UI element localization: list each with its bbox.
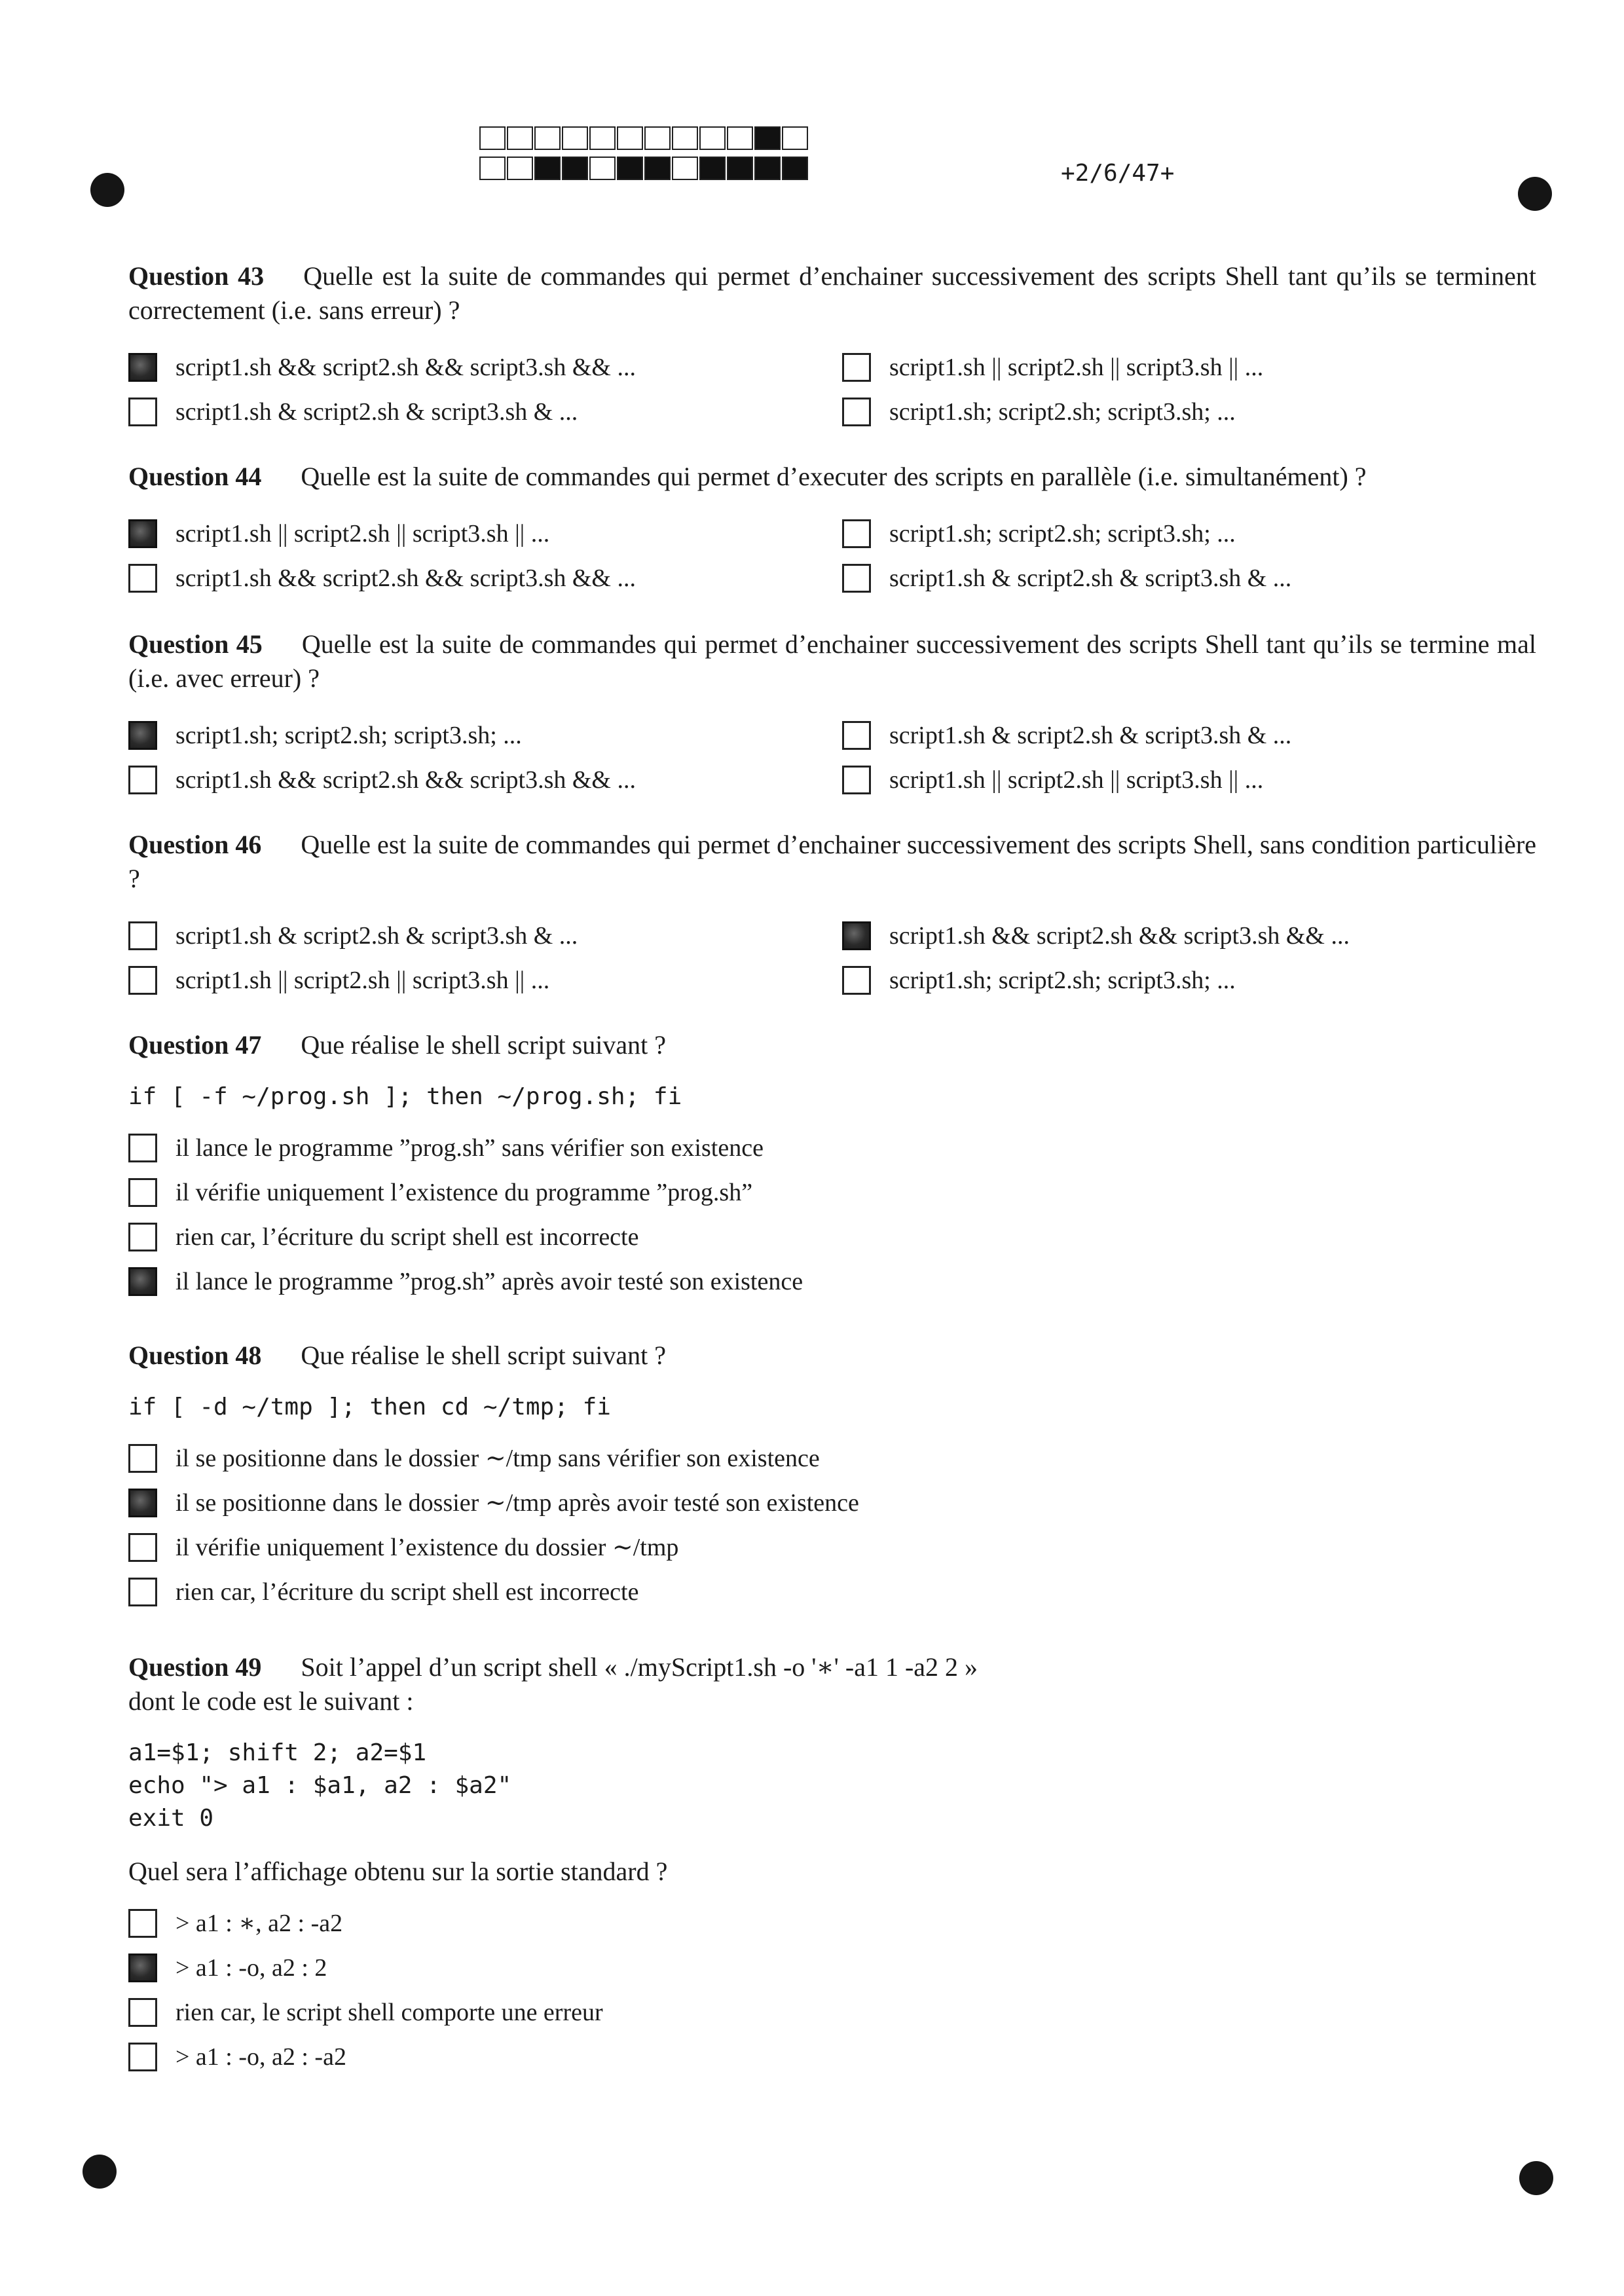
question-text: Que réalise le shell script suivant ? [301, 1341, 666, 1370]
answer-option[interactable] [842, 918, 1536, 954]
answer-option[interactable] [128, 718, 842, 753]
checkbox[interactable] [128, 1444, 157, 1473]
barcode-row-2 [479, 157, 809, 181]
answer-option[interactable] [128, 963, 842, 998]
answer-text: script1.sh && script2.sh && script3.sh && ... [175, 766, 636, 794]
page-id: +2/6/47+ [1061, 160, 1175, 187]
checkbox[interactable] [842, 721, 871, 750]
checkbox[interactable] [128, 1533, 157, 1562]
answer-options [128, 1441, 1536, 1610]
answer-option[interactable] [128, 1530, 1536, 1565]
question-text: Que réalise le shell script suivant ? [301, 1030, 666, 1060]
checkbox[interactable] [842, 564, 871, 593]
question-text: Quelle est la suite de commandes qui permet d’executer des scripts en parallèle (i.e. simultanément) ? [301, 462, 1367, 491]
checkbox[interactable] [128, 398, 157, 426]
answer-text: script1.sh && script2.sh && script3.sh && ... [889, 922, 1350, 950]
question-46 [128, 828, 1536, 998]
answer-text: > a1 : -o, a2 : 2 [175, 1954, 327, 1982]
question-header [128, 1028, 1536, 1062]
answer-option[interactable] [128, 1906, 1536, 1941]
checkbox[interactable] [842, 353, 871, 382]
code-snippet: a1=$1; shift 2; a2=$1 echo "> a1 : $a1, a2 : $a2" exit 0 [128, 1739, 512, 1832]
answer-text: rien car, l’écriture du script shell est incorrecte [175, 1578, 639, 1606]
barcode-cell [589, 126, 616, 150]
answer-options [128, 1130, 1536, 1299]
answer-text: script1.sh || script2.sh || script3.sh || ... [889, 766, 1264, 794]
answer-text: il se positionne dans le dossier ∼/tmp après avoir testé son existence [175, 1489, 859, 1517]
question-label: Question 46 [128, 830, 262, 859]
answer-text: script1.sh; script2.sh; script3.sh; ... [175, 722, 522, 749]
answer-option[interactable] [842, 561, 1536, 596]
checkbox[interactable] [842, 519, 871, 548]
answer-text: il vérifie uniquement l’existence du programme ”prog.sh” [175, 1179, 753, 1206]
answer-option[interactable] [842, 394, 1536, 430]
answer-text: script1.sh && script2.sh && script3.sh && ... [175, 354, 636, 381]
answer-text: script1.sh & script2.sh & script3.sh & ... [889, 722, 1292, 749]
answer-text: il se positionne dans le dossier ∼/tmp sans vérifier son existence [175, 1445, 820, 1472]
barcode-cell [672, 126, 698, 150]
question-label: Question 44 [128, 462, 262, 491]
answer-text: script1.sh || script2.sh || script3.sh || ... [175, 520, 550, 547]
question-45 [128, 627, 1536, 798]
page-barcode [479, 126, 809, 187]
question-label: Question 49 [128, 1652, 262, 1682]
question-44 [128, 460, 1536, 596]
checkbox-checked[interactable] [128, 519, 157, 548]
question-followup: Quel sera l’affichage obtenu sur la sortie standard ? [128, 1857, 668, 1886]
barcode-cell [534, 157, 561, 180]
answer-options [128, 1906, 1536, 2075]
answer-option[interactable] [128, 1574, 1536, 1610]
barcode-cell [562, 126, 588, 150]
question-43 [128, 259, 1536, 430]
answer-text: il lance le programme ”prog.sh” après avoir testé son existence [175, 1268, 803, 1295]
answer-options [128, 718, 1536, 798]
answer-text: script1.sh || script2.sh || script3.sh || ... [889, 354, 1264, 381]
question-47 [128, 1028, 1536, 1308]
question-label: Question 43 [128, 261, 265, 291]
answer-text: > a1 : -o, a2 : -a2 [175, 2043, 346, 2071]
barcode-cell [507, 157, 533, 180]
answer-option[interactable] [128, 394, 842, 430]
barcode-cell [617, 157, 643, 180]
checkbox[interactable] [128, 2043, 157, 2071]
answer-text: script1.sh; script2.sh; script3.sh; ... [889, 398, 1236, 426]
answer-option[interactable] [128, 762, 842, 798]
answer-option[interactable] [128, 1219, 1536, 1255]
answer-option[interactable] [128, 1175, 1536, 1210]
checkbox[interactable] [128, 1909, 157, 1938]
answer-option[interactable] [128, 1130, 1536, 1166]
checkbox[interactable] [128, 966, 157, 995]
question-text: Soit l’appel d’un script shell « ./myScript1.sh -o '∗' -a1 1 -a2 2 » [301, 1652, 978, 1682]
answer-option[interactable] [128, 918, 842, 954]
question-header [128, 1650, 1536, 1684]
barcode-cell [562, 157, 588, 180]
question-49 [128, 1650, 1536, 2084]
barcode-cell [534, 126, 561, 150]
checkbox[interactable] [128, 1178, 157, 1207]
checkbox-checked[interactable] [128, 1953, 157, 1982]
answer-text: script1.sh & script2.sh & script3.sh & ... [889, 565, 1292, 592]
answer-option[interactable] [842, 762, 1536, 798]
question-text-continued: dont le code est le suivant : [128, 1686, 414, 1716]
question-text: Quelle est la suite de commandes qui permet d’enchainer successivement des scripts Shell, sans condition particulière ? [128, 830, 1537, 893]
answer-text: script1.sh & script2.sh & script3.sh & ... [175, 398, 578, 426]
checkbox[interactable] [128, 1223, 157, 1251]
corner-mark-bottom-left [83, 2155, 117, 2189]
code-snippet: if [ -d ~/tmp ]; then cd ~/tmp; fi [128, 1394, 611, 1420]
corner-mark-top-right [1518, 177, 1552, 211]
checkbox-checked[interactable] [128, 1267, 157, 1296]
answer-text: script1.sh || script2.sh || script3.sh || ... [175, 967, 550, 994]
answer-option[interactable] [128, 1485, 1536, 1521]
answer-text: rien car, l’écriture du script shell est incorrecte [175, 1223, 639, 1251]
answer-text: il lance le programme ”prog.sh” sans vérifier son existence [175, 1134, 764, 1162]
checkbox-checked[interactable] [128, 353, 157, 382]
answer-option[interactable] [128, 1264, 1536, 1299]
checkbox-checked[interactable] [842, 921, 871, 950]
corner-mark-bottom-right [1519, 2161, 1553, 2195]
barcode-cell [699, 126, 726, 150]
question-header [128, 460, 1536, 494]
answer-option[interactable] [128, 1950, 1536, 1986]
barcode-row-1 [479, 126, 809, 151]
checkbox[interactable] [842, 966, 871, 995]
code-snippet: if [ -f ~/prog.sh ]; then ~/prog.sh; fi [128, 1083, 682, 1110]
answer-text: script1.sh; script2.sh; script3.sh; ... [889, 967, 1236, 994]
barcode-cell [589, 157, 616, 180]
answer-option[interactable] [842, 963, 1536, 998]
barcode-cell [507, 126, 533, 150]
barcode-cell [644, 157, 671, 180]
answer-option[interactable] [128, 350, 842, 385]
corner-mark-top-left [90, 173, 124, 207]
barcode-cell [672, 157, 698, 180]
checkbox[interactable] [128, 564, 157, 593]
answer-text: rien car, le script shell comporte une erreur [175, 1999, 603, 2026]
answer-option[interactable] [128, 1441, 1536, 1476]
answer-text: script1.sh & script2.sh & script3.sh & ... [175, 922, 578, 950]
question-header [128, 259, 1536, 327]
checkbox-checked[interactable] [128, 721, 157, 750]
answer-options [128, 350, 1536, 430]
checkbox[interactable] [128, 766, 157, 794]
barcode-cell [754, 157, 781, 180]
answer-options [128, 918, 1536, 998]
question-48 [128, 1339, 1536, 1619]
question-header [128, 1339, 1536, 1373]
answer-option[interactable] [128, 1995, 1536, 2030]
question-header [128, 627, 1536, 695]
question-text: Quelle est la suite de commandes qui permet d’enchainer successivement des scripts Shell tant qu’ils se terminent correctement (i.e. sans erreur) ? [128, 261, 1537, 325]
barcode-cell [617, 126, 643, 150]
question-text: Quelle est la suite de commandes qui permet d’enchainer successivement des scripts Shell tant qu’ils se termine mal (i.e. avec erreur) ? [128, 629, 1536, 693]
checkbox-checked[interactable] [128, 1489, 157, 1517]
checkbox[interactable] [128, 1134, 157, 1162]
question-label: Question 48 [128, 1341, 262, 1370]
question-header [128, 828, 1536, 896]
checkbox[interactable] [128, 921, 157, 950]
answer-option[interactable] [128, 561, 842, 596]
answer-text: > a1 : ∗, a2 : -a2 [175, 1910, 343, 1937]
answer-options [128, 516, 1536, 596]
barcode-cell [754, 126, 781, 150]
answer-option[interactable] [842, 350, 1536, 385]
checkbox[interactable] [842, 766, 871, 794]
answer-option[interactable] [128, 516, 842, 551]
checkbox[interactable] [128, 1578, 157, 1606]
barcode-cell [479, 126, 506, 150]
checkbox[interactable] [842, 398, 871, 426]
answer-option[interactable] [842, 516, 1536, 551]
checkbox[interactable] [128, 1998, 157, 2027]
barcode-cell [727, 157, 753, 180]
answer-text: script1.sh; script2.sh; script3.sh; ... [889, 520, 1236, 547]
barcode-cell [699, 157, 726, 180]
barcode-cell [782, 157, 808, 180]
question-label: Question 45 [128, 629, 263, 659]
question-label: Question 47 [128, 1030, 262, 1060]
answer-option[interactable] [128, 2039, 1536, 2075]
barcode-cell [727, 126, 753, 150]
answer-option[interactable] [842, 718, 1536, 753]
answer-text: il vérifie uniquement l’existence du dossier ∼/tmp [175, 1534, 679, 1561]
barcode-cell [644, 126, 671, 150]
barcode-cell [479, 157, 506, 180]
answer-text: script1.sh && script2.sh && script3.sh && ... [175, 565, 636, 592]
barcode-cell [782, 126, 808, 150]
